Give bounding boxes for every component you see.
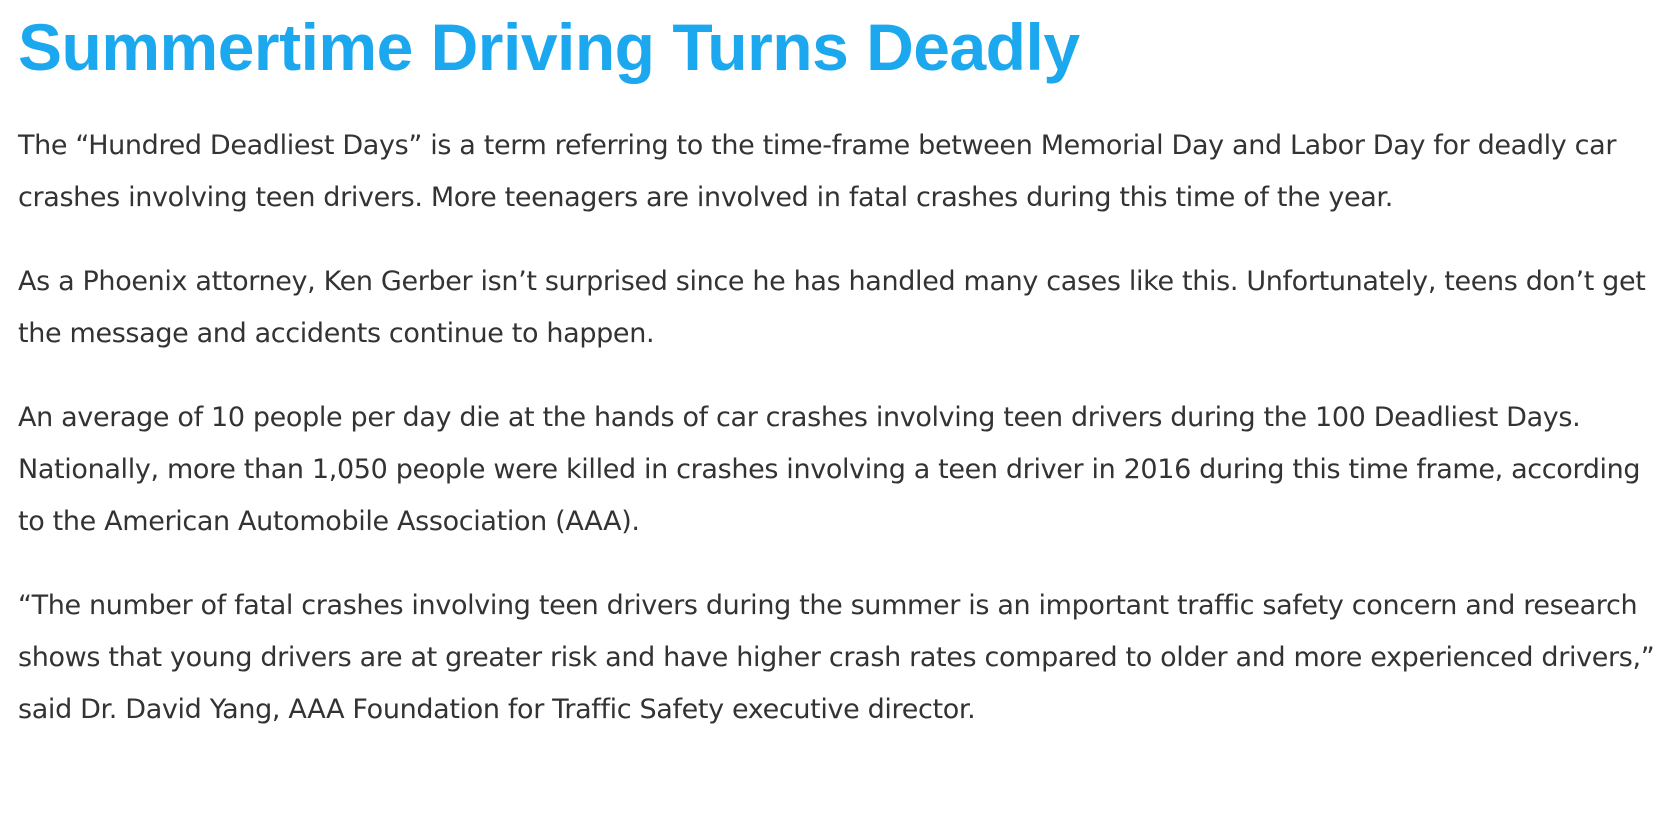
article-paragraph-1: The “Hundred Deadliest Days” is a term referring to the time-frame between Memorial Day and Labor Day for deadly car crashes involving teen drivers. More teenagers are involved in fatal crashes during this time of the year. [18, 130, 1617, 213]
article-title: Summertime Driving Turns Deadly [18, 10, 1080, 84]
article-paragraph-2: As a Phoenix attorney, Ken Gerber isn’t surprised since he has handled many cases like this. Unfortunately, teens don’t get the message and accidents continue to happen. [18, 266, 1646, 349]
article-paragraph-4: “The number of fatal crashes involving teen drivers during the summer is an important traffic safety concern and research shows that young drivers are at greater risk and have higher crash rates compared to older and more experienced drivers,” said Dr. David Yang, AAA Foundation for Traffic Safety executive director. [18, 590, 1655, 725]
article-paragraph-3: An average of 10 people per day die at the hands of car crashes involving teen drivers during the 100 Deadliest Days. Nationally, more than 1,050 people were killed in crashes involving a teen driver in 2016 during this time frame, according to the American Automobile Association (AAA). [18, 402, 1641, 537]
